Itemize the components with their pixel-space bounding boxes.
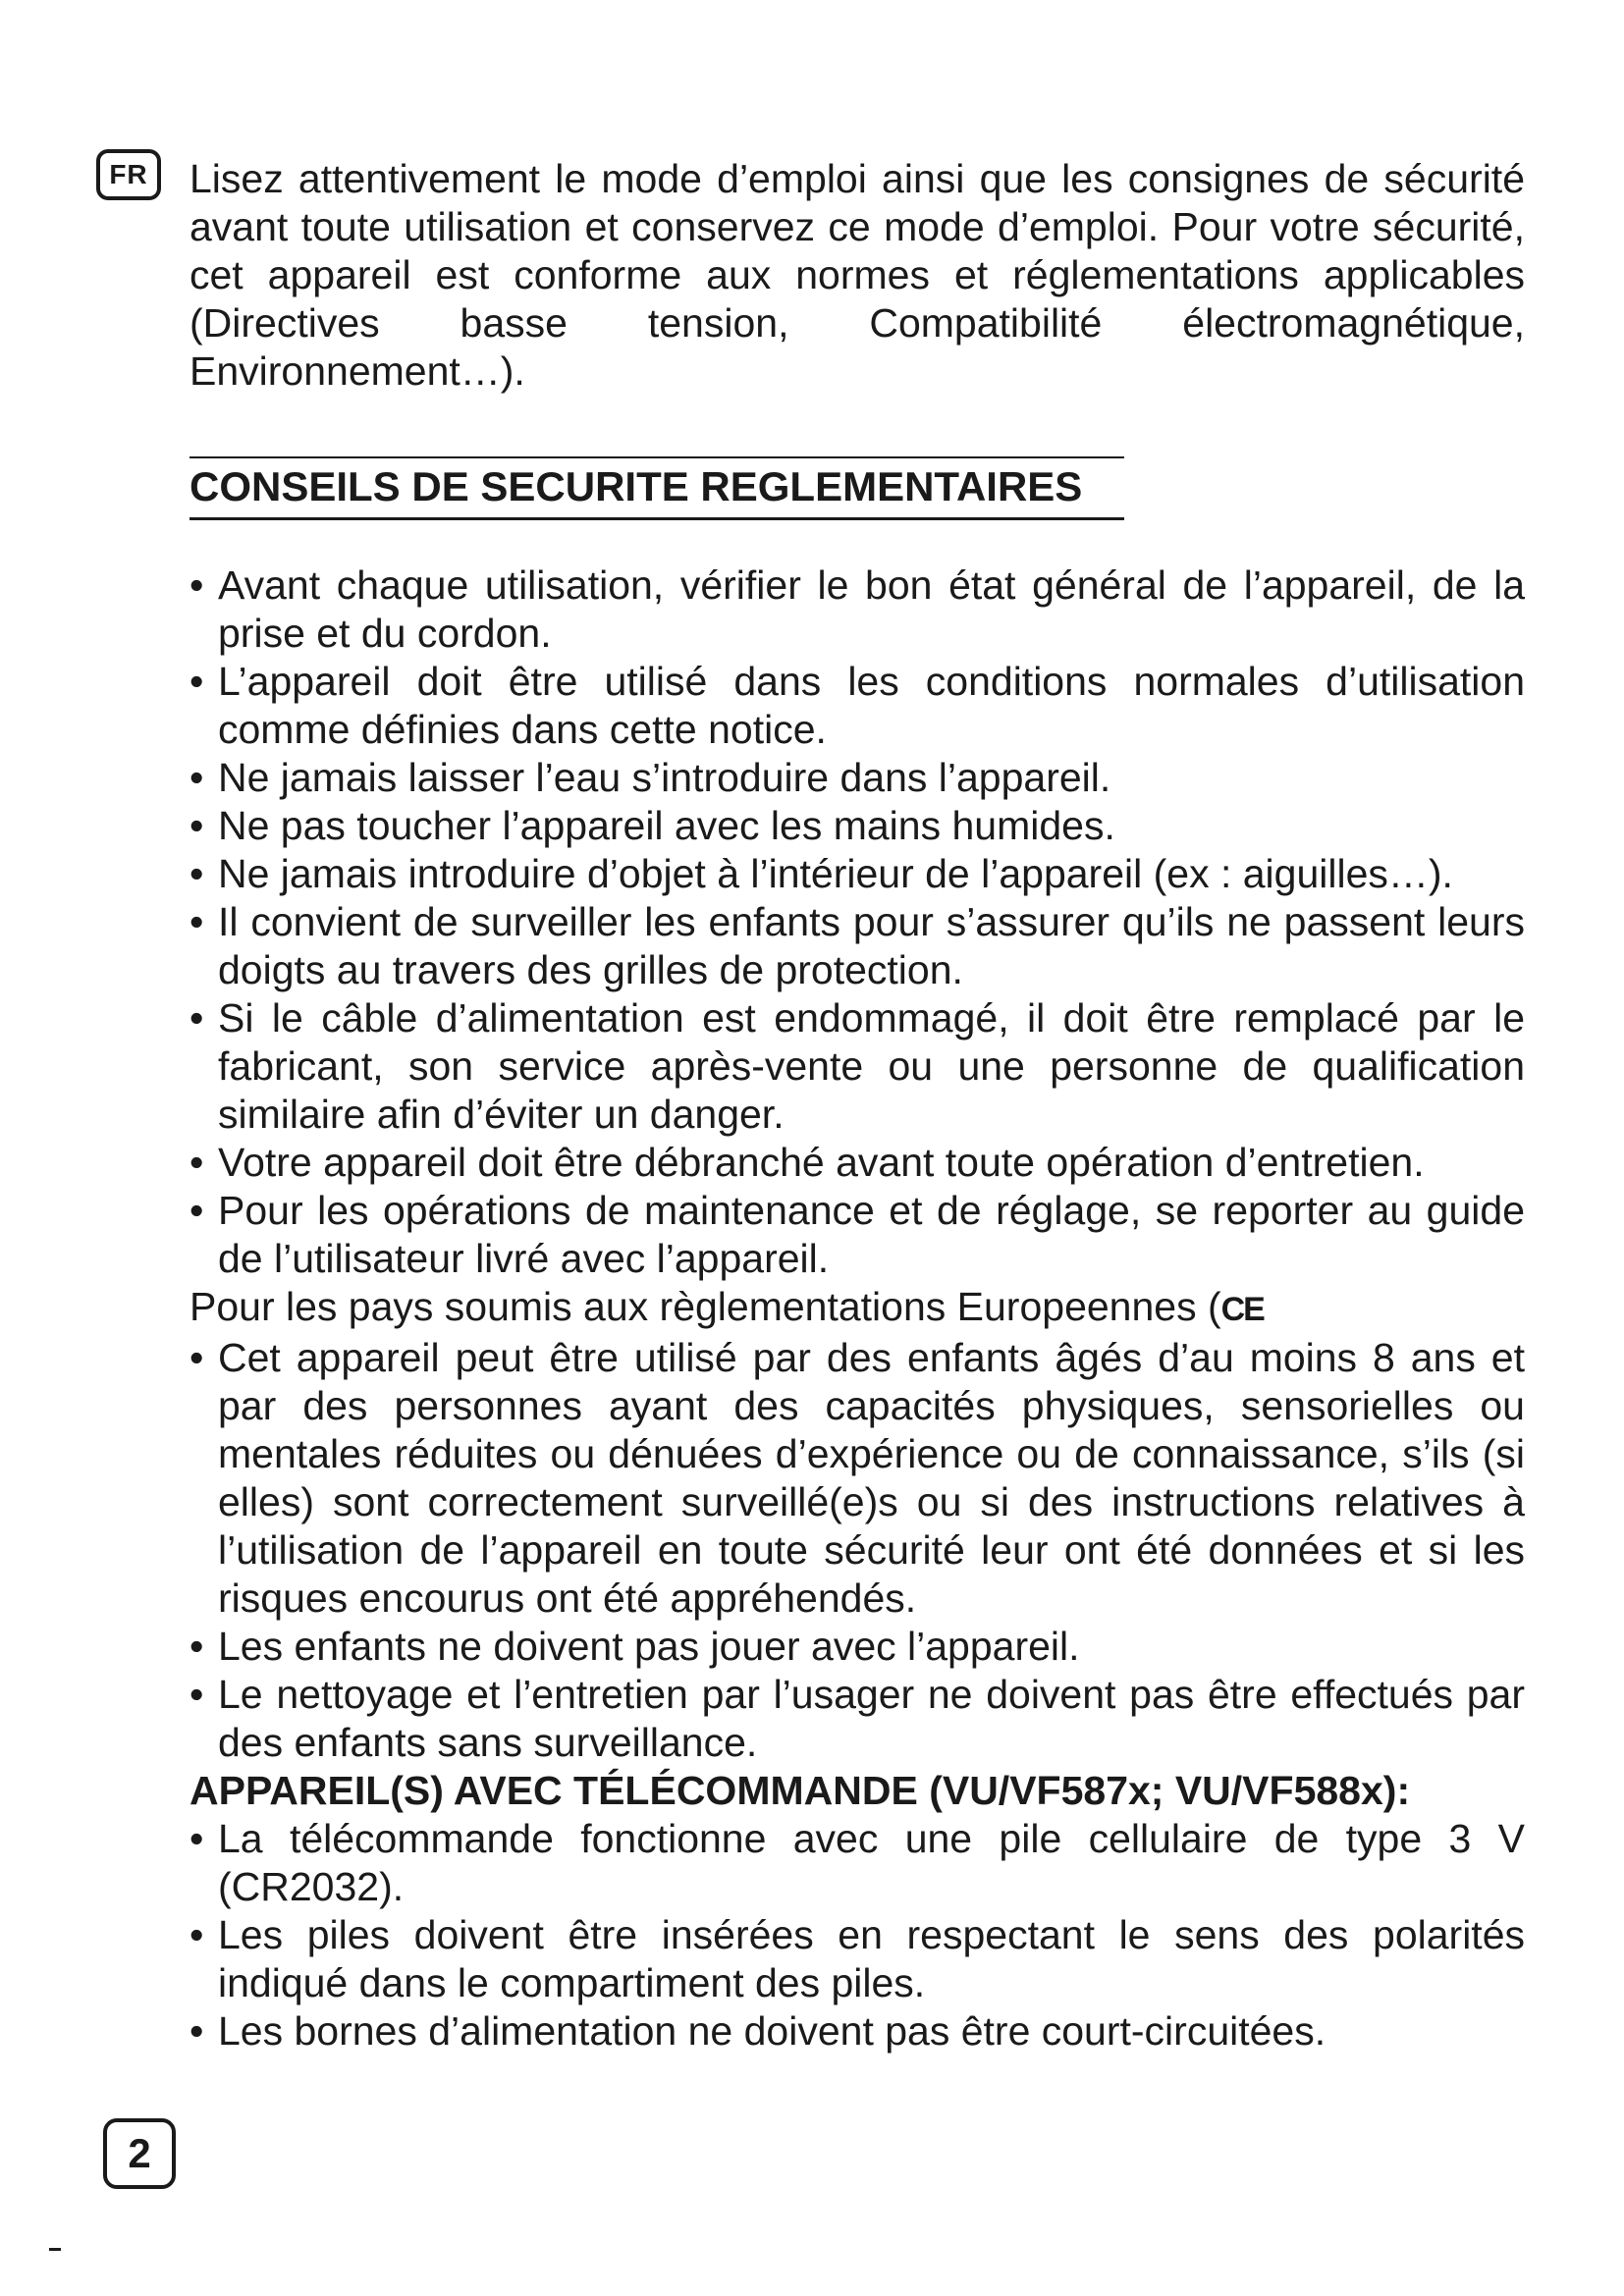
page-content: [189, 155, 1525, 2056]
eu-list: [189, 1334, 1525, 1767]
list-item: • L’appareil doit être utilisé dans les conditions normales d’utilisation comme définies dans cette notice.: [189, 658, 1525, 754]
list-item: • Les enfants ne doivent pas jouer avec l’appareil.: [189, 1623, 1525, 1671]
eu-regulation-text: Pour les pays soumis aux règlementations Europeennes (: [189, 1284, 1221, 1329]
crop-mark: [49, 2248, 61, 2251]
page-number: 2: [103, 2118, 176, 2189]
list-item: • Les bornes d’alimentation ne doivent pas être court-circuitées.: [189, 2007, 1525, 2056]
remote-heading: APPAREIL(S) AVEC TÉLÉCOMMANDE (VU/VF587x; VU/VF588x):: [189, 1768, 1411, 1813]
eu-regulation-line: [189, 1283, 1525, 1334]
language-badge: FR: [96, 149, 161, 200]
remote-list: [189, 1815, 1525, 2056]
list-item: • Ne pas toucher l’appareil avec les mains humides.: [189, 802, 1525, 850]
intro-paragraph: Lisez attentivement le mode d’emploi ainsi que les consignes de sécurité avant toute utilisation et conservez ce mode d’emploi. Pour votre sécurité, cet appareil est conforme aux normes et réglementations applicables (Directives basse tension, Compatibilité électromagnétique, Environnement…).: [189, 156, 1525, 394]
list-item: • Le nettoyage et l’entretien par l’usager ne doivent pas être effectués par des enfants sans surveillance.: [189, 1671, 1525, 1767]
safety-list: [189, 561, 1525, 1283]
ce-mark: CE: [1220, 1291, 1264, 1328]
list-item: • Il convient de surveiller les enfants pour s’assurer qu’ils ne passent leurs doigts au travers des grilles de protection.: [189, 898, 1525, 994]
list-item: • Ne jamais introduire d’objet à l’intérieur de l’appareil (ex : aiguilles…).: [189, 850, 1525, 898]
list-item: • Ne jamais laisser l’eau s’introduire dans l’appareil.: [189, 754, 1525, 802]
list-item: • Pour les opérations de maintenance et de réglage, se reporter au guide de l’utilisateur livré avec l’appareil.: [189, 1187, 1525, 1283]
list-item: • La télécommande fonctionne avec une pile cellulaire de type 3 V (CR2032).: [189, 1815, 1525, 1911]
list-item: • Si le câble d’alimentation est endommagé, il doit être remplacé par le fabricant, son service après-vente ou une personne de qualification similaire afin d’éviter un danger.: [189, 994, 1525, 1139]
section-title: CONSEILS DE SECURITE REGLEMENTAIRES: [189, 456, 1124, 520]
list-item: • Les piles doivent être insérées en respectant le sens des polarités indiqué dans le compartiment des piles.: [189, 1911, 1525, 2007]
list-item: • Cet appareil peut être utilisé par des enfants âgés d’au moins 8 ans et par des personnes ayant des capacités physiques, sensorielles ou mentales réduites ou dénuées d’expérience ou de connaissance, s’ils (si elles) sont correctement surveillé(e)s ou si des instructions relatives à l’utilisation de l’appareil en toute sécurité leur ont été données et si les risques encourus ont été appréhendés.: [189, 1334, 1525, 1623]
list-item: • Avant chaque utilisation, vérifier le bon état général de l’appareil, de la prise et du cordon.: [189, 561, 1525, 658]
list-item: • Votre appareil doit être débranché avant toute opération d’entretien.: [189, 1139, 1525, 1187]
